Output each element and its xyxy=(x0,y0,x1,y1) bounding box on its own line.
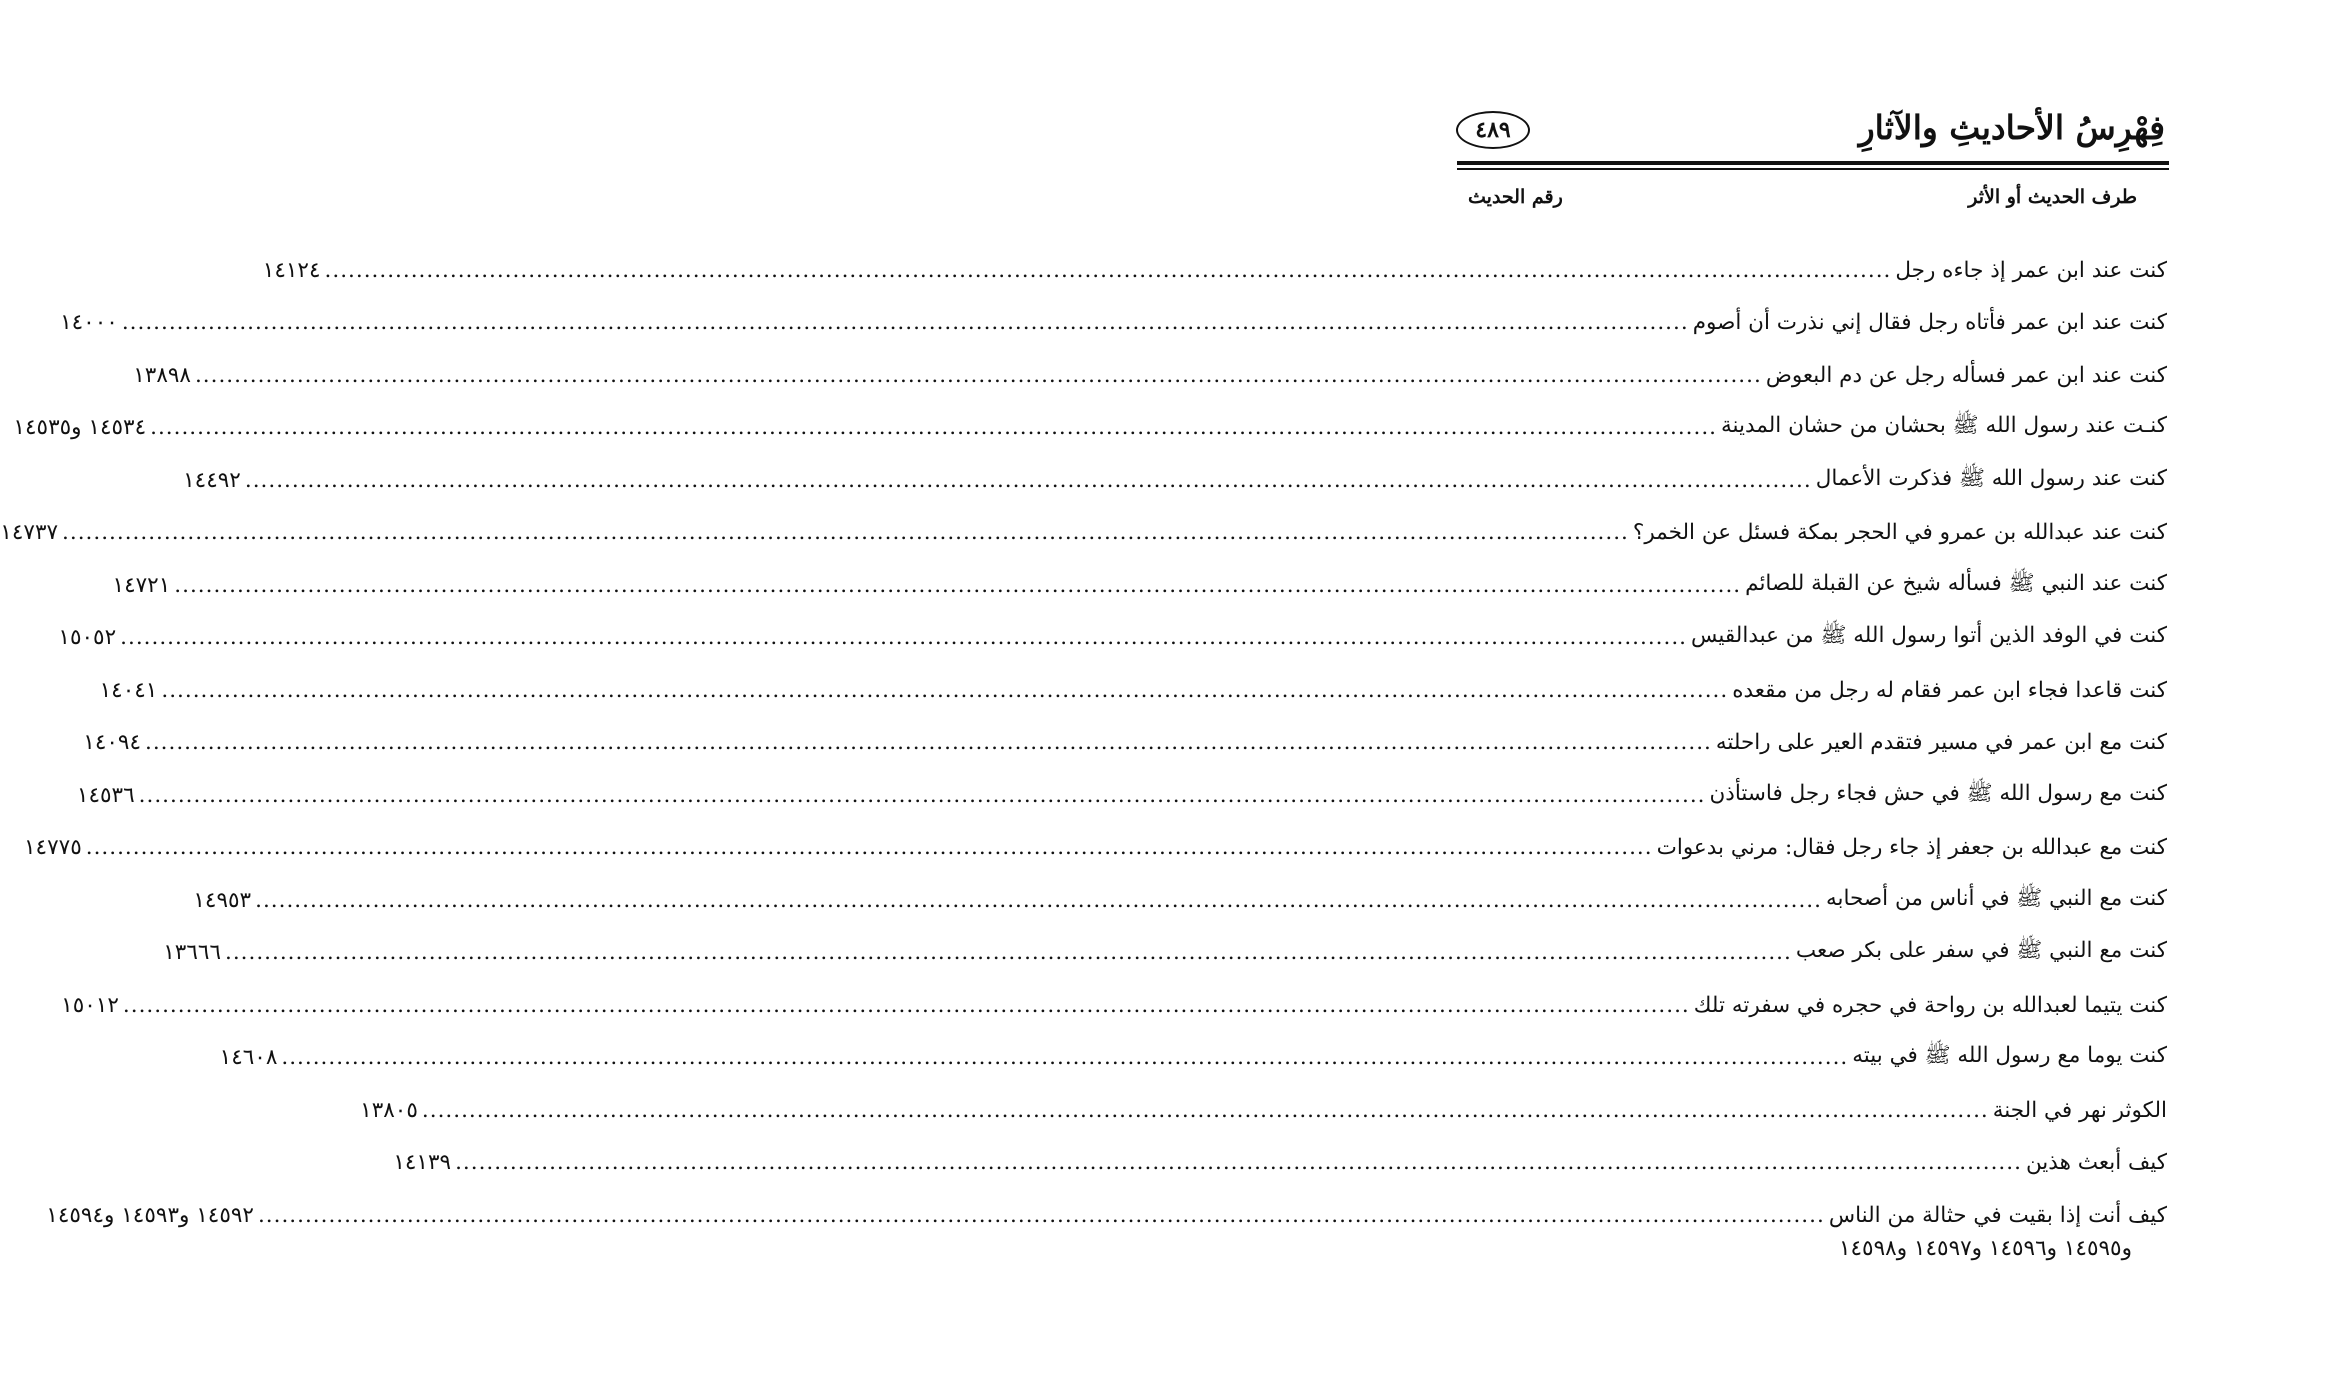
index-entry xyxy=(262,244,2167,297)
entry-text: الكوثر نهر في الجنة xyxy=(1992,1097,2167,1123)
entry-number: ١٤٥٩٢ و١٤٥٩٣ و١٤٥٩٤ xyxy=(46,1202,254,1228)
running-title: فِهْرِسُ الأحاديثِ والآثارِ xyxy=(1858,108,2165,147)
leader-dots: ........................................................................................................................................................................................................ xyxy=(161,677,1729,703)
leader-dots: ........................................................................................................................................................................................................ xyxy=(324,257,1892,283)
index-entry xyxy=(133,349,2167,402)
entry-text: كنت عند ابن عمر إذ جاءه رجل xyxy=(1895,257,2167,283)
entry-number: ١٣٦٦٦ xyxy=(163,940,221,966)
entry-number: ١٤٦٠٨ xyxy=(219,1045,278,1071)
leader-dots: ........................................................................................................................................................................................................ xyxy=(62,520,1629,546)
leader-dots: ........................................................................................................................................................................................................ xyxy=(120,625,1688,651)
entry-number: ١٤٠٩٤ xyxy=(83,730,142,756)
index-entry xyxy=(58,612,2167,665)
leader-dots: ........................................................................................................................................................................................................ xyxy=(150,415,1717,441)
column-heading-hadith-text: طرف الحديث أو الأثر xyxy=(1968,186,2137,208)
entry-text: كنت مع النبي ﷺ في سفر على بكر صعب xyxy=(1795,938,2167,964)
entry-text: كنت يتيما لعبدالله بن رواحة في حجره في سفرته تلك xyxy=(1693,992,2167,1018)
entry-continuation: و١٤٥٩٥ و١٤٥٩٦ و١٤٥٩٧ و١٤٥٩٨ xyxy=(1838,1236,2132,1261)
entry-text: كنت مع النبي ﷺ في أناس من أصحابه xyxy=(1825,885,2167,911)
entry-text: كنت مع عبدالله بن جعفر إذ جاء رجل فقال: مرني بدعوات xyxy=(1656,835,2167,861)
entry-text: كنـت عند رسول الله ﷺ بحشان من حشان المدينة xyxy=(1721,413,2167,439)
index-entry xyxy=(0,507,2167,560)
index-entry xyxy=(76,769,2167,822)
index-entry xyxy=(60,297,2167,350)
header-rule-thin xyxy=(1457,168,2169,170)
entry-text: كنت عند ابن عمر فسأله رجل عن دم البعوض xyxy=(1765,362,2167,388)
leader-dots: ........................................................................................................................................................................................................ xyxy=(455,1150,2022,1176)
leader-dots: ........................................................................................................................................................................................................ xyxy=(145,730,1712,756)
entry-text: كيف أبعث هذين xyxy=(2025,1150,2167,1176)
index-entry xyxy=(183,454,2167,507)
entry-text: كنت مع ابن عمر في مسير فتقدم العير على راحلته xyxy=(1715,730,2167,756)
entry-number: ١٤٧٣٧ xyxy=(0,520,59,546)
entry-number: ١٤٧٢١ xyxy=(112,572,171,598)
leader-dots: ........................................................................................................................................................................................................ xyxy=(194,362,1762,388)
index-entry xyxy=(61,979,2167,1032)
entry-number: ١٤٥٣٤ و١٤٥٣٥ xyxy=(13,415,147,441)
entry-number: ١٤٩٥٣ xyxy=(193,887,252,913)
index-entry xyxy=(360,1084,2167,1137)
index-entry xyxy=(99,664,2167,717)
index-entry xyxy=(24,822,2167,875)
index-entry xyxy=(46,1189,2167,1242)
index-entry xyxy=(83,717,2167,770)
entry-number: ١٤٠٤١ xyxy=(99,677,158,703)
entry-text: كيف أنت إذا بقيت في حثالة من الناس xyxy=(1828,1202,2167,1228)
entry-number: ١٤٤٩٢ xyxy=(183,467,241,493)
entry-number: ١٤٥٣٦ xyxy=(76,782,135,808)
leader-dots: ........................................................................................................................................................................................................ xyxy=(225,940,1792,966)
entry-number: ١٤٠٠٠ xyxy=(60,310,118,336)
index-entry xyxy=(112,559,2167,612)
index-entry xyxy=(193,874,2167,927)
index-entry xyxy=(163,927,2167,980)
entry-text: كنت مع رسول الله ﷺ في حش فجاء رجل فاستأذن xyxy=(1709,780,2167,806)
leader-dots: ........................................................................................................................................................................................................ xyxy=(244,467,1812,493)
entry-text: كنت قاعدا فجاء ابن عمر فقام له رجل من مقعده xyxy=(1732,677,2167,703)
header-rule-thick xyxy=(1457,161,2169,165)
leader-dots: ........................................................................................................................................................................................................ xyxy=(255,887,1822,913)
entry-number: ١٤١٢٤ xyxy=(262,257,321,283)
leader-dots: ........................................................................................................................................................................................................ xyxy=(85,835,1653,861)
entry-text: كنت عند النبي ﷺ فسأله شيخ عن القبلة للصائم xyxy=(1745,570,2167,596)
leader-dots: ........................................................................................................................................................................................................ xyxy=(138,782,1706,808)
index-entries-list xyxy=(0,244,2167,1242)
leader-dots: ........................................................................................................................................................................................................ xyxy=(281,1045,1849,1071)
leader-dots: ........................................................................................................................................................................................................ xyxy=(257,1202,1825,1228)
entry-number: ١٣٨٩٨ xyxy=(133,362,191,388)
entry-text: كنت عند عبدالله بن عمرو في الحجر بمكة فسئل عن الخمر؟ xyxy=(1632,520,2167,546)
leader-dots: ........................................................................................................................................................................................................ xyxy=(174,572,1742,598)
entry-number: ١٣٨٠٥ xyxy=(360,1097,418,1123)
entry-number: ١٤٧٧٥ xyxy=(24,835,82,861)
entry-text: كنت عند ابن عمر فأتاه رجل فقال إني نذرت أن أصوم xyxy=(1692,310,2167,336)
entry-text: كنت في الوفد الذين أتوا رسول الله ﷺ من عبدالقيس xyxy=(1691,623,2167,649)
index-entry xyxy=(219,1032,2167,1085)
index-entry xyxy=(393,1137,2167,1190)
page-number: ٤٨٩ xyxy=(1475,117,1511,143)
leader-dots: ........................................................................................................................................................................................................ xyxy=(122,992,1690,1018)
page-number-badge xyxy=(1456,111,1530,149)
leader-dots: ........................................................................................................................................................................................................ xyxy=(421,1097,1989,1123)
entry-number: ١٥٠١٢ xyxy=(61,992,119,1018)
leader-dots: ........................................................................................................................................................................................................ xyxy=(121,310,1689,336)
entry-number: ١٥٠٥٢ xyxy=(58,625,117,651)
entry-text: كنت عند رسول الله ﷺ فذكرت الأعمال xyxy=(1815,465,2167,491)
entry-text: كنت يوما مع رسول الله ﷺ في بيته xyxy=(1852,1043,2167,1069)
entry-number: ١٤١٣٩ xyxy=(393,1150,452,1176)
column-heading-hadith-number: رقم الحديث xyxy=(1468,186,1563,208)
index-entry xyxy=(13,402,2167,455)
